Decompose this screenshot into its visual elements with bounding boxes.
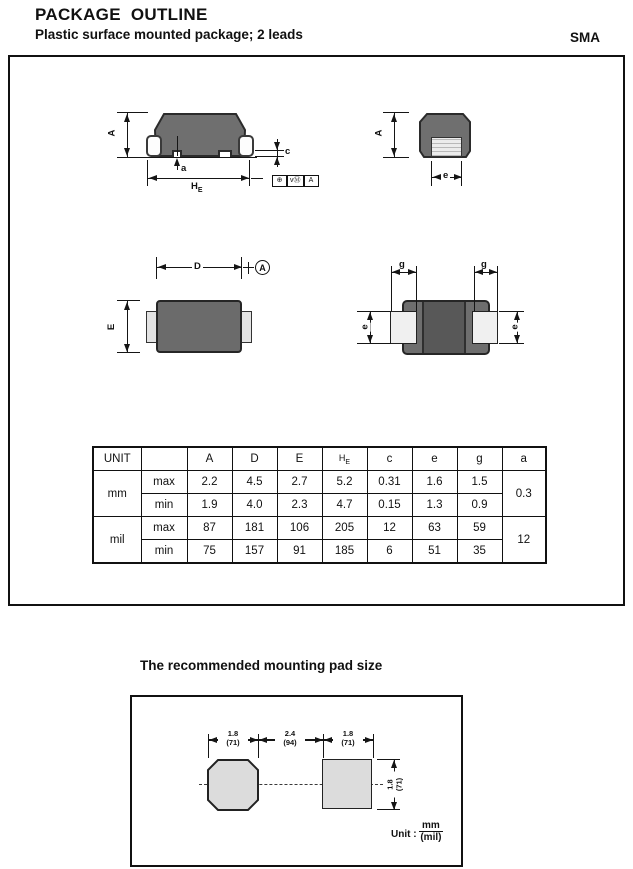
mounting-pad-frame — [130, 695, 463, 867]
end-view-lead — [431, 137, 462, 157]
table-row-mil-max: mil max 87 181 106 205 12 63 59 12 — [93, 517, 546, 540]
pad-dim-left: 1.8 (71) — [218, 730, 248, 747]
dim-label-e: e — [443, 170, 449, 181]
bottom-view-pad-right — [472, 311, 498, 344]
dim-label-c: c — [285, 146, 291, 157]
pad-unit-label: Unit : — [391, 829, 417, 840]
side-view-lead-left — [146, 135, 162, 157]
side-view-lead-right — [238, 135, 254, 157]
dim-label-g: g — [399, 259, 405, 270]
dim-label-g: g — [481, 259, 487, 270]
col-HE: $H_E$ — [322, 447, 367, 471]
unit-mm: mm — [93, 471, 141, 517]
dim-label-D: D — [194, 261, 201, 272]
col-a: a — [502, 447, 546, 471]
table-row-mm-max: mm max 2.2 4.5 2.7 5.2 0.31 1.6 1.5 0.3 — [93, 471, 546, 494]
table-header-row — [93, 447, 546, 471]
value-a-mil: 12 — [502, 517, 546, 564]
unit-mil: mil — [93, 517, 141, 564]
col-D: D — [232, 447, 277, 471]
top-view-body — [156, 300, 242, 353]
dim-label-A: A — [373, 129, 385, 137]
side-view-body — [154, 113, 246, 157]
dim-label-HE: $H_E$ — [191, 181, 203, 194]
mounting-pad-left — [207, 759, 259, 811]
tolerance-datum: A — [304, 175, 319, 187]
col-c: c — [367, 447, 412, 471]
col-g: g — [457, 447, 502, 471]
page-subtitle: Plastic surface mounted package; 2 leads — [35, 27, 303, 42]
col-unit: UNIT — [93, 447, 141, 471]
page-title: PACKAGE OUTLINE — [35, 5, 208, 24]
mounting-pad-right — [322, 759, 372, 809]
tolerance-value: vⓂ — [287, 175, 304, 187]
pad-dim-right: 1.8 (71) — [333, 730, 363, 747]
dim-label-a: a — [181, 163, 187, 174]
bottom-view-center-section — [422, 302, 466, 353]
package-code: SMA — [570, 30, 600, 45]
col-limit — [141, 447, 187, 471]
dim-label-e: e — [359, 324, 371, 330]
datum-circle-A: A — [255, 260, 270, 275]
table-row-mm-min: min 1.9 4.0 2.3 4.7 0.15 1.3 0.9 — [93, 494, 546, 517]
dimension-table — [92, 446, 547, 564]
col-A: A — [187, 447, 232, 471]
dim-label-E: E — [106, 323, 118, 331]
tolerance-symbol-position: ⊕ — [272, 175, 287, 187]
pad-unit-fraction: mm (mil) — [420, 820, 442, 843]
col-e: e — [412, 447, 457, 471]
dim-label-A: A — [106, 129, 118, 137]
tolerance-frame — [272, 175, 319, 187]
mounting-pad-title: The recommended mounting pad size — [140, 658, 383, 673]
pad-dim-gap: 2.4 (94) — [275, 730, 305, 747]
bottom-view-pad-left — [390, 311, 417, 344]
value-a-mm: 0.3 — [502, 471, 546, 517]
pad-dim-height: 1.8 (71) — [387, 772, 404, 798]
table-row-mil-min: min 75 157 91 185 6 51 35 — [93, 540, 546, 564]
col-E: E — [277, 447, 322, 471]
dim-label-e: e — [509, 324, 521, 330]
